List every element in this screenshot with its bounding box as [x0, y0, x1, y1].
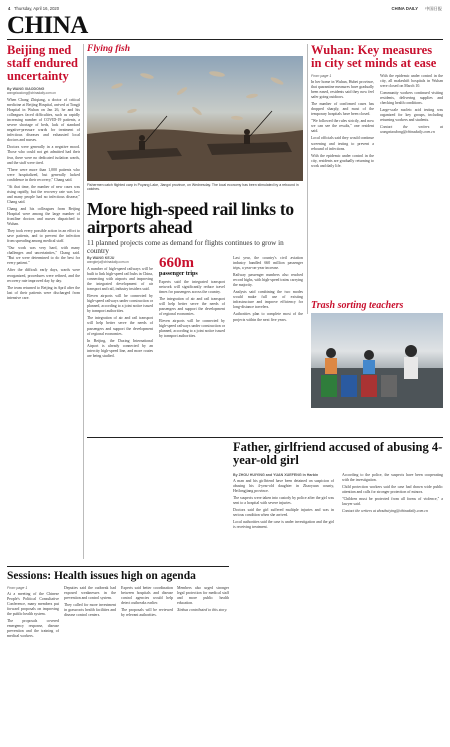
paragraph: Eleven airports will be connected by high-speed railways under construction or planned, according to a joint notice issued by transport authorities. — [159, 319, 225, 339]
paragraph: When Chang Zhiqiang, a doctor of critical medicine at Beijing Hospital, arrived at Tongji Hospital in Wuhan on Jan 26, he and his colleagues faced difficulties, such as rapidly increasing number of COVID-19 patients, a severe shortage of beds, lack of standard negative-pressure wards for treatment of infectious diseases and exhausted local doctors and nurses. — [7, 98, 80, 143]
article-beijing-med-staff — [7, 44, 80, 564]
trash-sorting-photo — [311, 313, 443, 408]
section-title: CHINA — [7, 12, 88, 39]
byline: By WANG XIAODONG — [7, 87, 45, 91]
author-email: wangkeju@chinadaily.com.cn — [87, 260, 129, 264]
paragraph: The integration of air and rail transport will help better serve the needs of passengers and support the development of regional economies. — [159, 297, 225, 317]
paragraph: Child protection workers said the case had drawn wide public attention and calls for stronger protection of minors. — [342, 485, 443, 495]
paragraph: A number of high-speed railways will be built to link high-speed rail hubs in China, connecting with airports and improving the integrated development of air transport and rail, industry insiders said. — [87, 267, 153, 292]
contributor-note: Xinhua contributed to this story. — [177, 608, 228, 613]
rail-col-1 — [87, 256, 153, 427]
photo-kicker: Flying fish — [87, 44, 131, 54]
paragraph: Chang and his colleagues from Beijing Hospital were among the large number of frontline doctors and nurses dispatched to Wuhan. — [7, 206, 80, 227]
headline: More high-speed rail links to airports ahead — [87, 199, 294, 237]
wuhan-col-2 — [380, 74, 443, 284]
article-body — [380, 74, 443, 284]
paragraph: In her home in Wuhan, Hubei province, that quarantine measures have gradually been eased, residents said they now feel safer going outdoors. — [311, 80, 374, 100]
paragraph: "Children must be protected from all forms of violence," a lawyer said. — [342, 497, 443, 507]
article-body — [7, 592, 59, 737]
article-body — [87, 267, 153, 427]
father-col-2 — [342, 473, 443, 735]
paragraph: Doctors were generally in a negative mood. Those who could not get admitted had their fear, there were no dedicated isolation wards, and the staff were tired. — [7, 145, 80, 165]
paragraph: The proposals covered emergency response, disease prevention and the training of medical workers. — [7, 619, 59, 639]
rail-col-3 — [233, 256, 303, 430]
paragraph: Eleven airports will be connected by high-speed railways under construction or planned, according to a joint notice issued by transport authorities. — [87, 294, 153, 314]
paragraph: Experts said the integrated transport network will significantly reduce travel times for passengers across the country. — [159, 280, 225, 295]
section-rule — [7, 566, 229, 567]
paragraph: A man and his girlfriend have been detained on suspicion of abusing his 4-year-old daughter in Zhaoyuan county, Heilongjiang province. — [233, 479, 334, 494]
headline: Sessions: Health issues high on agenda — [7, 570, 196, 582]
photo-kicker: Trash sorting teachers — [311, 300, 404, 311]
paragraph: Deputies said the outbreak had exposed weaknesses in the prevention and control system. — [64, 586, 116, 601]
headline: Wuhan: Key measures in city set minds at ease — [311, 43, 437, 70]
paragraph: "There were more than 1,000 patients who were hospitalized, but generally lacked confidence in their recovery," Chang said. — [7, 167, 80, 182]
paragraph: Local authorities said the case is under investigation and the girl is receiving treatment. — [233, 520, 334, 530]
page-number: 4 — [8, 6, 11, 11]
section-rule — [87, 437, 443, 438]
paragraph: The team returned to Beijing in April after the last of their patients were discharged from intensive care. — [7, 285, 80, 300]
column-divider — [307, 44, 308, 314]
classroom-illustration — [311, 313, 443, 408]
continued-note: From page 1 — [311, 74, 332, 78]
fishing-photo — [87, 56, 303, 181]
stat-text: passenger trips — [159, 271, 198, 277]
paragraph: Railway passenger numbers also reached record highs, with high-speed trains carrying the majority. — [233, 273, 303, 288]
paragraph: They took every possible action in an effort to save patients, and to prevent the infection from spreading among medical staff. — [7, 229, 80, 244]
fishing-scene-illustration — [87, 56, 303, 181]
paragraph: Doctors said the girl suffered multiple injuries and was in serious condition when she arrived. — [233, 508, 334, 518]
article-sessions — [7, 570, 229, 740]
paragraph: Last year, the country's civil aviation industry handled 660 million passenger trips, a year-on-year increase. — [233, 256, 303, 271]
paragraph: At a meeting of the Chinese People's Political Consultative Conference, many members put forward proposals on improving the public health system. — [7, 592, 59, 617]
trash-sorting-feature — [311, 300, 443, 410]
paragraph: They called for more investment in grassroots health facilities and disease control centers. — [64, 603, 116, 618]
article-father-girlfriend — [233, 441, 443, 591]
paragraph: "Our work was very hard, with many challenges and uncertainties," Chang said. "But we were determined to do the best for every patient." — [7, 246, 80, 266]
sessions-col-4 — [177, 586, 229, 738]
article-wuhan — [311, 44, 443, 194]
paragraph: "At that time, the number of new cases was rising rapidly, but the recovery rate was low and many people had no infectious disease," Chang said. — [7, 184, 80, 204]
paragraph: Community workers continued visiting residents, delivering supplies and checking health conditions. — [380, 91, 443, 106]
section-rule — [7, 39, 443, 40]
paragraph: Local officials said they would continue screening and testing to prevent a rebound of infections. — [311, 136, 374, 151]
paragraph: In Beijing, the Daxing International Airport is already connected by an intercity high-speed line, and more routes are being studied. — [87, 338, 153, 358]
article-body — [342, 473, 443, 735]
paragraph: "We followed the rules strictly, and now we can see the results," one resident said. — [311, 119, 374, 134]
article-body — [7, 98, 80, 538]
flying-fish-feature — [87, 44, 303, 194]
paragraph: According to the police, the suspects have been cooperating with the investigation. — [342, 473, 443, 483]
author-email: wangxiaodong@chinadaily.com.cn — [7, 91, 56, 95]
paper-chinese-name: 中国日报 — [425, 6, 442, 11]
paragraph: With the epidemic under control in the city, all makeshift hospitals in Wuhan were closed on March 10. — [380, 74, 443, 89]
issue-date: Thursday, April 16, 2020 — [14, 6, 60, 11]
paragraph: Analysts said combining the two modes would make full use of existing infrastructure and improve efficiency for long-distance travelers. — [233, 290, 303, 310]
contact-note: Contact the writers at zhouhuiying@chinadaily.com.cn — [342, 509, 428, 514]
rail-col-2 — [159, 256, 225, 425]
sessions-col-2 — [64, 586, 116, 738]
article-body — [233, 479, 334, 734]
byline: By ZHOU HUIYING and YUAN XUEFENG in Harbin — [233, 473, 319, 477]
paragraph: Large-scale nucleic acid testing was organized for key groups, including returning workers and students. — [380, 108, 443, 123]
byline: By WANG KEJU — [87, 256, 115, 260]
headline: Father, girlfriend accused of abusing 4-year-old girl — [233, 440, 443, 467]
article-body — [311, 80, 374, 285]
article-body — [159, 280, 225, 425]
wuhan-col-1 — [311, 74, 374, 285]
paragraph: With the epidemic under control in the city, residents are gradually returning to work and daily life. — [311, 153, 374, 168]
paragraph: After the difficult early days, wards were reorganized, procedures were refined, and the recovery rate improved day by day. — [7, 268, 80, 283]
sessions-col-3 — [121, 586, 173, 738]
article-body — [233, 256, 303, 430]
continued-note: From page 1 — [7, 586, 28, 590]
headline: Beijing med staff endured uncertainty — [7, 43, 78, 83]
paragraph: The number of confirmed cases has dropped sharply, and most of the temporary hospitals have been closed. — [311, 102, 374, 117]
paragraph: The suspects were taken into custody by police after the girl was sent to a hospital with severe injuries. — [233, 496, 334, 506]
sessions-col-1 — [7, 586, 59, 737]
stat-number: 660m — [159, 255, 194, 271]
photo-caption: Fishermen catch flighted carp in Poyang Lake, Jiangxi province, on Wednesday. The local economy has been stimulated by a rebound in catches. — [87, 183, 299, 192]
father-col-1 — [233, 473, 334, 734]
subheadline: 11 planned projects come as demand for flights continues to grow in country — [87, 239, 284, 255]
paragraph: Experts said better coordination between hospitals and disease control agencies would help detect outbreaks earlier. — [121, 586, 173, 606]
paragraph: Members also urged stronger legal protection for medical staff and more public health education. — [177, 586, 229, 606]
paper-name: CHINA DAILY — [391, 6, 418, 11]
column-divider — [83, 44, 84, 559]
paragraph: The integration of air and rail transport will help better serve the needs of passengers and support the development of regional economies. — [87, 316, 153, 336]
paragraph: Authorities plan to complete most of the projects within the next five years. — [233, 312, 303, 322]
contact-note: Contact the writers at wangxiaodong@chinadaily.com.cn — [380, 125, 443, 135]
paragraph: The proposals will be reviewed by relevant authorities. — [121, 608, 173, 618]
